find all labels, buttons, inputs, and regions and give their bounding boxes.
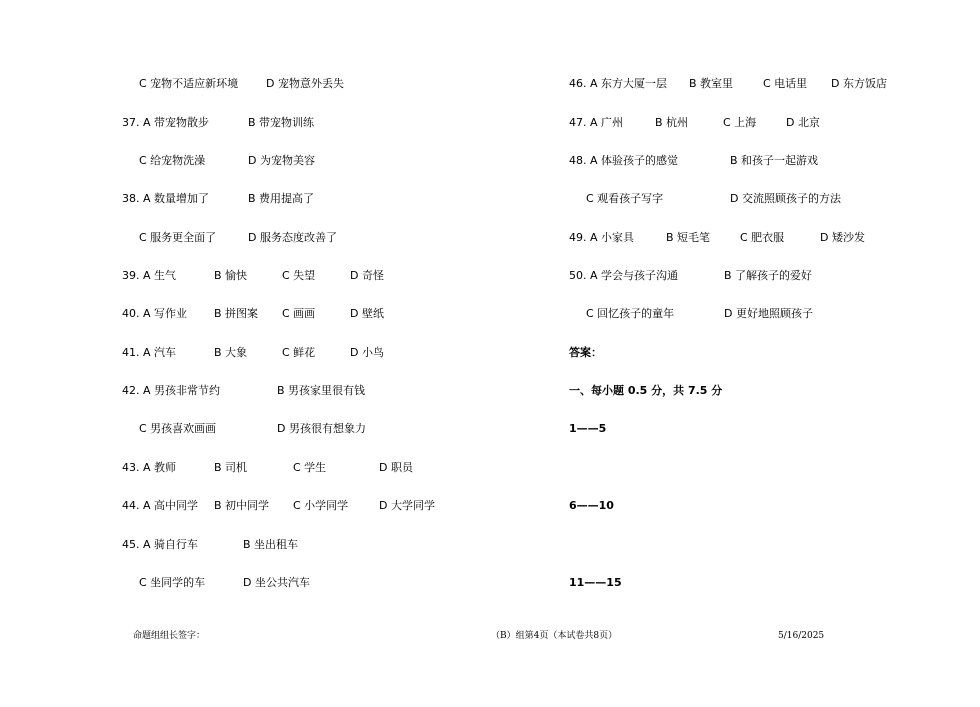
option-b: B 短毛笔 bbox=[666, 231, 711, 244]
option-a: 49. A 小家具 bbox=[569, 231, 635, 244]
footer-signature: 命题组组长签字： bbox=[133, 631, 206, 641]
option-c: C 肥衣服 bbox=[740, 231, 785, 244]
option-a: 43. A 教师 bbox=[122, 461, 177, 474]
option-a: 45. A 骑自行车 bbox=[122, 538, 199, 551]
option-c: C 回忆孩子的童年 bbox=[586, 307, 675, 320]
option-c: C 坐同学的车 bbox=[139, 576, 206, 589]
answer-range-11-15: 11——15 bbox=[569, 576, 622, 589]
option-d: D 为宠物美容 bbox=[248, 154, 315, 167]
option-c: C 电话里 bbox=[763, 77, 808, 90]
option-c: C 服务更全面了 bbox=[139, 231, 217, 244]
option-b: B 和孩子一起游戏 bbox=[730, 154, 819, 167]
option-a: 50. A 学会与孩子沟通 bbox=[569, 269, 679, 282]
option-d: D 北京 bbox=[786, 116, 820, 129]
option-a: 44. A 高中同学 bbox=[122, 499, 199, 512]
option-d: D 服务态度改善了 bbox=[248, 231, 337, 244]
footer-date: 5/16/2025 bbox=[778, 631, 825, 641]
option-a: 39. A 生气 bbox=[122, 269, 177, 282]
option-c: C 学生 bbox=[293, 461, 327, 474]
option-a: 38. A 数量增加了 bbox=[122, 192, 210, 205]
option-b: B 大象 bbox=[214, 346, 248, 359]
option-c: C 给宠物洗澡 bbox=[139, 154, 206, 167]
option-a: 41. A 汽车 bbox=[122, 346, 177, 359]
option-b: B 拼图案 bbox=[214, 307, 259, 320]
option-c: C 小学同学 bbox=[293, 499, 349, 512]
option-d: D 宠物意外丢失 bbox=[266, 77, 344, 90]
option-d: D 更好地照顾孩子 bbox=[724, 307, 813, 320]
option-a: 48. A 体验孩子的感觉 bbox=[569, 154, 679, 167]
option-c: C 失望 bbox=[282, 269, 316, 282]
option-b: B 司机 bbox=[214, 461, 248, 474]
option-c: C 上海 bbox=[723, 116, 757, 129]
option-b: B 男孩家里很有钱 bbox=[277, 384, 366, 397]
option-d: D 小鸟 bbox=[350, 346, 384, 359]
option-b: B 杭州 bbox=[655, 116, 689, 129]
option-c: C 宠物不适应新环境 bbox=[139, 77, 239, 90]
option-c: C 画画 bbox=[282, 307, 316, 320]
option-d: D 东方饭店 bbox=[831, 77, 887, 90]
option-b: B 费用提高了 bbox=[248, 192, 315, 205]
option-a: 42. A 男孩非常节约 bbox=[122, 384, 221, 397]
option-a: 46. A 东方大厦一层 bbox=[569, 77, 668, 90]
option-d: D 矮沙发 bbox=[820, 231, 865, 244]
section-heading: 一、每小题 0.5 分，共 7.5 分 bbox=[569, 384, 723, 397]
option-c: C 鲜花 bbox=[282, 346, 316, 359]
option-b: B 教室里 bbox=[689, 77, 734, 90]
answer-range-1-5: 1——5 bbox=[569, 422, 607, 435]
option-d: D 职员 bbox=[379, 461, 413, 474]
option-b: B 坐出租车 bbox=[243, 538, 299, 551]
footer-page-info: （B）组第4页（本试卷共8页） bbox=[491, 631, 618, 641]
option-d: D 交流照顾孩子的方法 bbox=[730, 192, 841, 205]
option-d: D 坐公共汽车 bbox=[243, 576, 310, 589]
answer-heading: 答案： bbox=[569, 346, 602, 359]
option-b: B 带宠物训练 bbox=[248, 116, 315, 129]
option-d: D 奇怪 bbox=[350, 269, 384, 282]
option-d: D 壁纸 bbox=[350, 307, 384, 320]
option-a: 37. A 带宠物散步 bbox=[122, 116, 210, 129]
answer-range-6-10: 6——10 bbox=[569, 499, 614, 512]
option-b: B 愉快 bbox=[214, 269, 248, 282]
option-a: 40. A 写作业 bbox=[122, 307, 188, 320]
option-c: C 男孩喜欢画画 bbox=[139, 422, 217, 435]
option-d: D 大学同学 bbox=[379, 499, 435, 512]
option-b: B 初中同学 bbox=[214, 499, 270, 512]
option-d: D 男孩很有想象力 bbox=[277, 422, 366, 435]
option-a: 47. A 广州 bbox=[569, 116, 624, 129]
option-b: B 了解孩子的爱好 bbox=[724, 269, 813, 282]
option-c: C 观看孩子写字 bbox=[586, 192, 664, 205]
